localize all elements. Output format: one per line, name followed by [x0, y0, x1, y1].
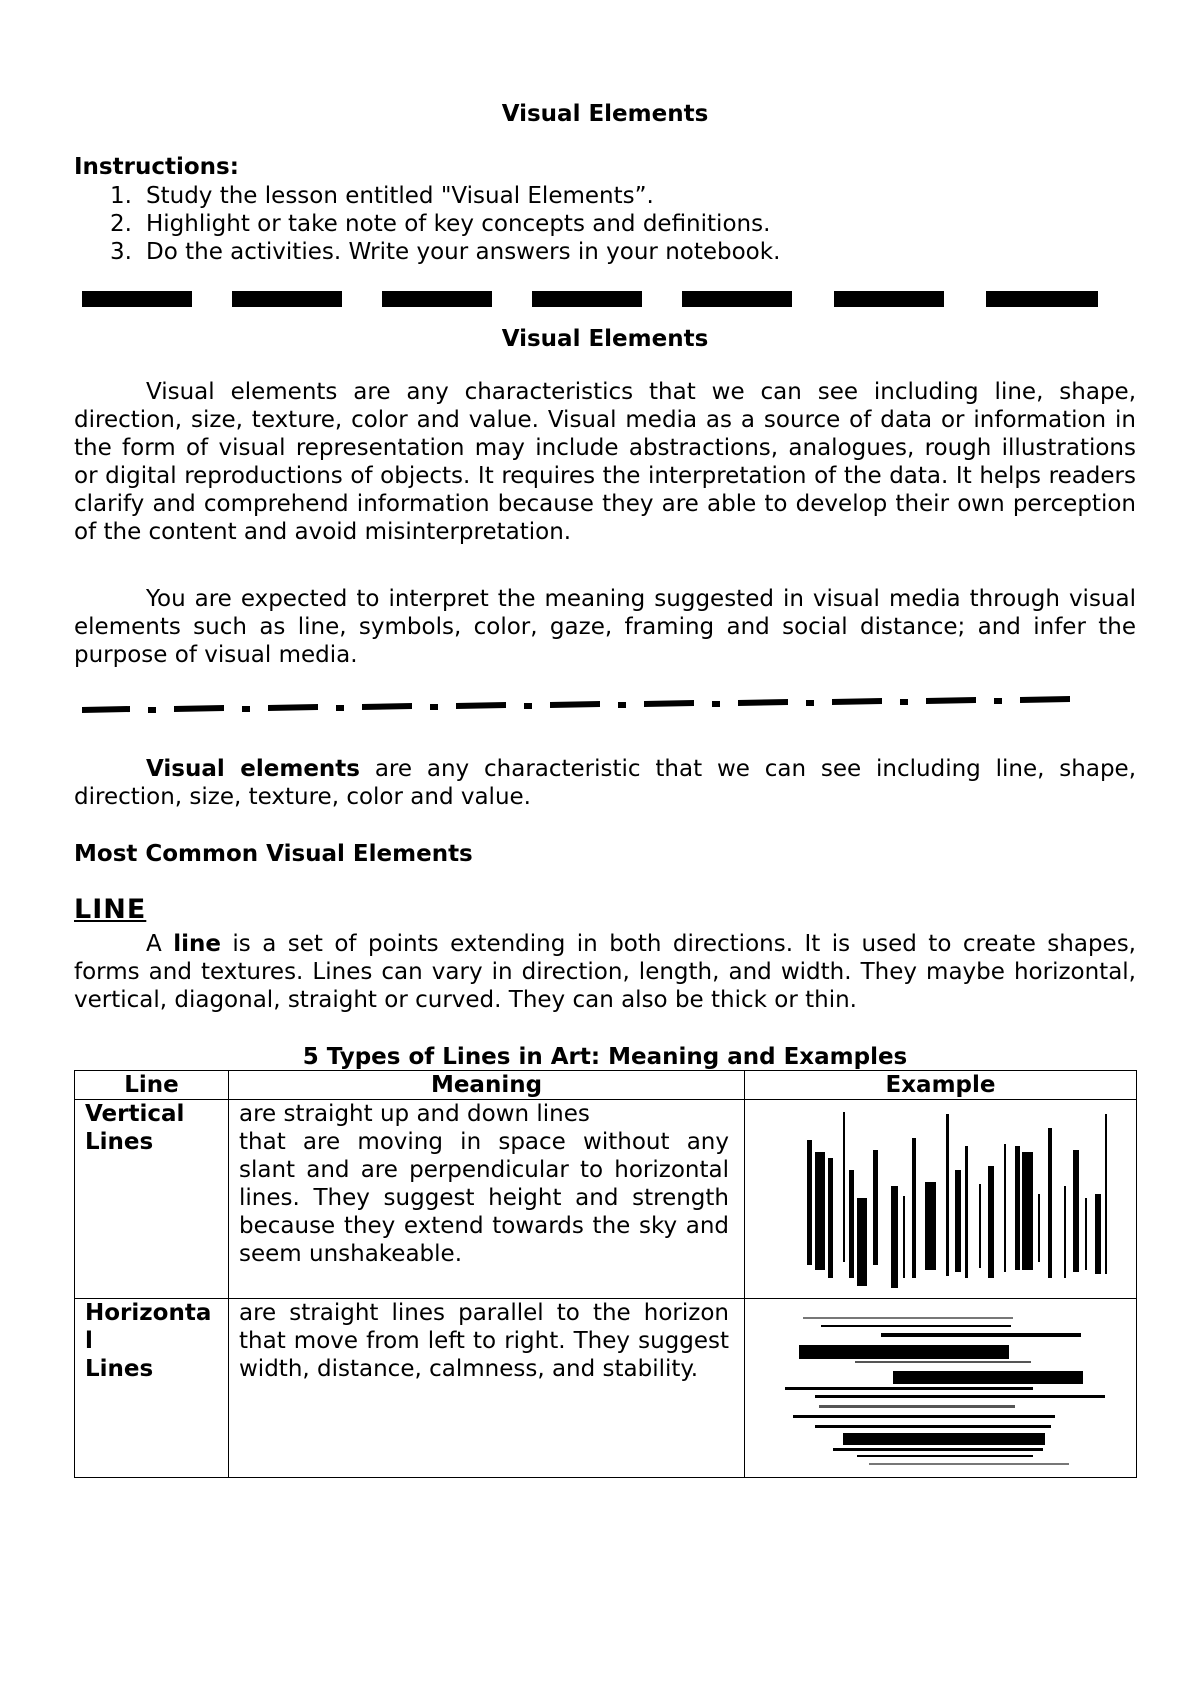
example-cell — [745, 1100, 1137, 1299]
page-title: Visual Elements — [501, 101, 709, 127]
meaning-cell: are straight lines parallel to the horizon that move from left to right. They suggest width, distance, calmness, and stability. — [229, 1299, 745, 1478]
table-caption: 5 Types of Lines in Art: Meaning and Examples — [302, 1044, 908, 1070]
column-header: Meaning — [229, 1071, 745, 1100]
example-cell — [745, 1299, 1137, 1478]
instructions-heading: Instructions: — [74, 154, 239, 180]
line-paragraph: A line is a set of points extending in both directions. It is used to create shapes, forms and textures. Lines can vary in direction, length, and width. They maybe horizontal, vertical, diagonal, straight or curved. They can also be thick or thin. — [74, 931, 1136, 1013]
instructions-list — [74, 182, 1136, 266]
table-row — [75, 1299, 1137, 1478]
horizontal-lines-illustration-icon — [745, 1299, 1137, 1477]
line-type-cell: Horizonta l Lines — [75, 1299, 229, 1478]
column-header: Example — [745, 1071, 1137, 1100]
dash-dot-divider — [82, 694, 1127, 718]
table-header-row — [75, 1071, 1137, 1100]
meaning-cell: are straight up and down lines that are moving in space without any slant and are perpendicular to horizontal lines. They suggest height and strength because they extend towards the sky and seem unshakeable. — [229, 1100, 745, 1299]
vertical-lines-illustration-icon — [745, 1100, 1137, 1298]
instruction-item: 2. Highlight or take note of key concepts and definitions. — [110, 211, 771, 237]
common-elements-heading: Most Common Visual Elements — [74, 841, 473, 867]
instruction-item: 3. Do the activities. Write your answers in your notebook. — [110, 239, 781, 265]
intro-paragraph: You are expected to interpret the meaning suggested in visual media through visual elements such as line, symbols, color, gaze, framing and social distance; and infer the purpose of visual media. — [74, 586, 1136, 668]
line-term: line — [173, 931, 221, 957]
definition-term: Visual elements — [146, 756, 360, 782]
line-types-table — [74, 1070, 1137, 1478]
intro-paragraph: Visual elements are any characteristics that we can see including line, shape, direction, size, texture, color and value. Visual media as a source of data or information in the form of visual representation may include abstractions, analogues, rough illustrations or digital reproductions of objects. It requires the interpretation of the data. It helps readers clarify and comprehend information because they are able to develop their own perception of the content and avoid misinterpretation. — [74, 379, 1136, 545]
dashed-divider — [82, 291, 1122, 307]
line-type-cell: Vertical Lines — [75, 1100, 229, 1299]
column-header: Line — [75, 1071, 229, 1100]
table-row — [75, 1100, 1137, 1299]
instruction-item: 1. Study the lesson entitled "Visual Elements”. — [110, 183, 654, 209]
definition-paragraph: Visual elements are any characteristic that we can see including line, shape, direction, size, texture, color and value. — [74, 756, 1137, 810]
line-heading: LINE — [74, 894, 147, 925]
section-title: Visual Elements — [501, 326, 709, 352]
